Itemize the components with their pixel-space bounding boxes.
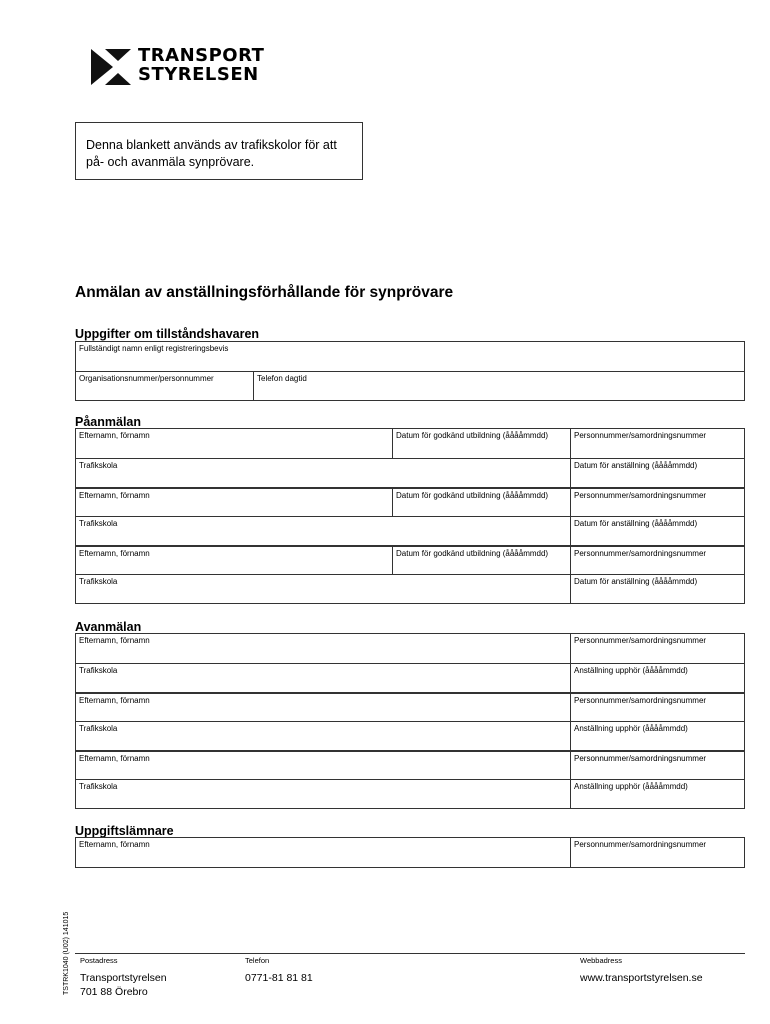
phone-field[interactable]: [253, 372, 744, 400]
org-nr-label: Organisationsnummer/personnummer: [79, 374, 214, 383]
section-title-paanmalan: Påanmälan: [75, 415, 142, 429]
lamnare-name-field[interactable]: [76, 838, 570, 867]
paanmalan-3-pnr-label: Personnummer/samordningsnummer: [574, 549, 707, 558]
page-title: Anmälan av anställningsförhållande för synprövare: [75, 284, 454, 301]
lamnare-pnr-label: Personnummer/samordningsnummer: [574, 840, 707, 849]
lamnare-row: [76, 838, 744, 867]
lamnare-name-label: Efternamn, förnamn: [79, 840, 150, 849]
avanmalan-1-name-field[interactable]: [76, 634, 570, 663]
avanmalan-2-school-field[interactable]: [76, 722, 570, 750]
avanmalan-1-pnr-label: Personnummer/samordningsnummer: [574, 636, 707, 645]
avanmalan-2-name-field[interactable]: [76, 694, 570, 721]
lamnare-table: [75, 837, 745, 868]
paanmalan-1-name-field[interactable]: [76, 429, 392, 458]
footer-telefon-value: 0771-81 81 81: [245, 972, 313, 984]
full-name-label: Fullständigt namn enligt registreringsbevis: [79, 344, 229, 353]
paanmalan-1-employ-date-label: Datum för anställning (ååååmmdd): [574, 461, 698, 470]
paanmalan-3-school-label: Trafikskola: [79, 577, 118, 586]
paanmalan-3-employ-date-field[interactable]: [570, 575, 744, 603]
paanmalan-2-training-date-field[interactable]: [392, 489, 570, 516]
avanmalan-2-name-label: Efternamn, förnamn: [79, 696, 150, 705]
section-title-tillstand: Uppgifter om tillståndshavaren: [75, 327, 260, 341]
avanmalan-3-name-label: Efternamn, förnamn: [79, 754, 150, 763]
intro-box: [75, 122, 363, 180]
paanmalan-3-training-date-label: Datum för godkänd utbildning (ååååmmdd): [396, 549, 549, 558]
paanmalan-1-name-label: Efternamn, förnamn: [79, 431, 150, 440]
avanmalan-entry-2-row-a: [76, 692, 744, 721]
footer-postadress: [80, 971, 167, 999]
lamnare-pnr-field[interactable]: [570, 838, 744, 867]
paanmalan-3-employ-date-label: Datum för anställning (ååååmmdd): [574, 577, 698, 586]
avanmalan-1-school-field[interactable]: [76, 664, 570, 692]
paanmalan-1-school-field[interactable]: [76, 459, 570, 487]
paanmalan-1-school-label: Trafikskola: [79, 461, 118, 470]
avanmalan-1-end-date-field[interactable]: [570, 664, 744, 692]
paanmalan-2-pnr-label: Personnummer/samordningsnummer: [574, 491, 707, 500]
tillstand-row-ids: [76, 371, 744, 400]
logo-line-1: TRANSPORT: [138, 45, 265, 66]
footer-postadress-line-1: Transportstyrelsen: [80, 972, 167, 984]
form-code: TSTRK1040 (U02) 141015: [63, 911, 70, 995]
footer-webb-label: Webbadress: [580, 956, 622, 965]
paanmalan-entry-1-row-a: [76, 429, 744, 458]
paanmalan-entry-3-row-b: [76, 574, 744, 603]
avanmalan-2-pnr-field[interactable]: [570, 694, 744, 721]
paanmalan-2-pnr-field[interactable]: [570, 489, 744, 516]
paanmalan-entry-1-row-b: [76, 458, 744, 487]
avanmalan-3-school-field[interactable]: [76, 780, 570, 808]
footer-divider: [75, 953, 745, 954]
avanmalan-3-end-date-label: Anställning upphör (ååååmmdd): [574, 782, 688, 791]
avanmalan-1-school-label: Trafikskola: [79, 666, 118, 675]
intro-line-2: på- och avanmäla synprövare.: [86, 155, 255, 169]
avanmalan-3-school-label: Trafikskola: [79, 782, 118, 791]
avanmalan-2-end-date-label: Anställning upphör (ååååmmdd): [574, 724, 688, 733]
footer-postadress-label: Postadress: [80, 956, 118, 965]
paanmalan-entry-2-row-b: [76, 516, 744, 545]
paanmalan-1-pnr-label: Personnummer/samordningsnummer: [574, 431, 707, 440]
avanmalan-3-end-date-field[interactable]: [570, 780, 744, 808]
avanmalan-1-name-label: Efternamn, förnamn: [79, 636, 150, 645]
section-title-lamnare: Uppgiftslämnare: [75, 824, 174, 838]
paanmalan-2-training-date-label: Datum för godkänd utbildning (ååååmmdd): [396, 491, 549, 500]
avanmalan-entry-2-row-b: [76, 721, 744, 750]
intro-line-1: Denna blankett används av trafikskolor för att: [86, 138, 337, 152]
paanmalan-1-pnr-field[interactable]: [570, 429, 744, 458]
logo-line-2: STYRELSEN: [138, 64, 259, 85]
paanmalan-2-school-label: Trafikskola: [79, 519, 118, 528]
paanmalan-3-name-label: Efternamn, förnamn: [79, 549, 150, 558]
transportstyrelsen-logo-icon: [91, 49, 131, 85]
paanmalan-1-training-date-label: Datum för godkänd utbildning (ååååmmdd): [396, 431, 549, 440]
section-title-avanmalan: Avanmälan: [75, 620, 142, 634]
paanmalan-3-training-date-field[interactable]: [392, 547, 570, 574]
avanmalan-entry-1-row-b: [76, 663, 744, 692]
footer-telefon-label: Telefon: [245, 956, 270, 965]
avanmalan-1-pnr-field[interactable]: [570, 634, 744, 663]
paanmalan-1-training-date-field[interactable]: [392, 429, 570, 458]
paanmalan-2-name-field[interactable]: [76, 489, 392, 516]
paanmalan-2-employ-date-field[interactable]: [570, 517, 744, 545]
avanmalan-entry-1-row-a: [76, 634, 744, 663]
phone-label: Telefon dagtid: [257, 374, 307, 383]
paanmalan-2-name-label: Efternamn, förnamn: [79, 491, 150, 500]
paanmalan-table: [75, 428, 745, 604]
paanmalan-2-employ-date-label: Datum för anställning (ååååmmdd): [574, 519, 698, 528]
paanmalan-2-school-field[interactable]: [76, 517, 570, 545]
avanmalan-entry-3-row-a: [76, 750, 744, 779]
avanmalan-2-pnr-label: Personnummer/samordningsnummer: [574, 696, 707, 705]
paanmalan-3-pnr-field[interactable]: [570, 547, 744, 574]
paanmalan-1-employ-date-field[interactable]: [570, 459, 744, 487]
footer-webb-link[interactable]: www.transportstyrelsen.se: [580, 972, 703, 984]
footer-postadress-line-2: 701 88 Örebro: [80, 986, 148, 998]
avanmalan-3-pnr-field[interactable]: [570, 752, 744, 779]
avanmalan-1-end-date-label: Anställning upphör (ååååmmdd): [574, 666, 688, 675]
full-name-field[interactable]: [76, 342, 744, 371]
paanmalan-entry-3-row-a: [76, 545, 744, 574]
avanmalan-2-end-date-field[interactable]: [570, 722, 744, 750]
paanmalan-entry-2-row-a: [76, 487, 744, 516]
avanmalan-entry-3-row-b: [76, 779, 744, 808]
avanmalan-3-name-field[interactable]: [76, 752, 570, 779]
org-nr-field[interactable]: [76, 372, 253, 400]
tillstand-table: [75, 341, 745, 401]
avanmalan-3-pnr-label: Personnummer/samordningsnummer: [574, 754, 707, 763]
avanmalan-table: [75, 633, 745, 809]
paanmalan-3-school-field[interactable]: [76, 575, 570, 603]
paanmalan-3-name-field[interactable]: [76, 547, 392, 574]
tillstand-row-name: [76, 342, 744, 371]
avanmalan-2-school-label: Trafikskola: [79, 724, 118, 733]
logo-text: [138, 46, 264, 84]
